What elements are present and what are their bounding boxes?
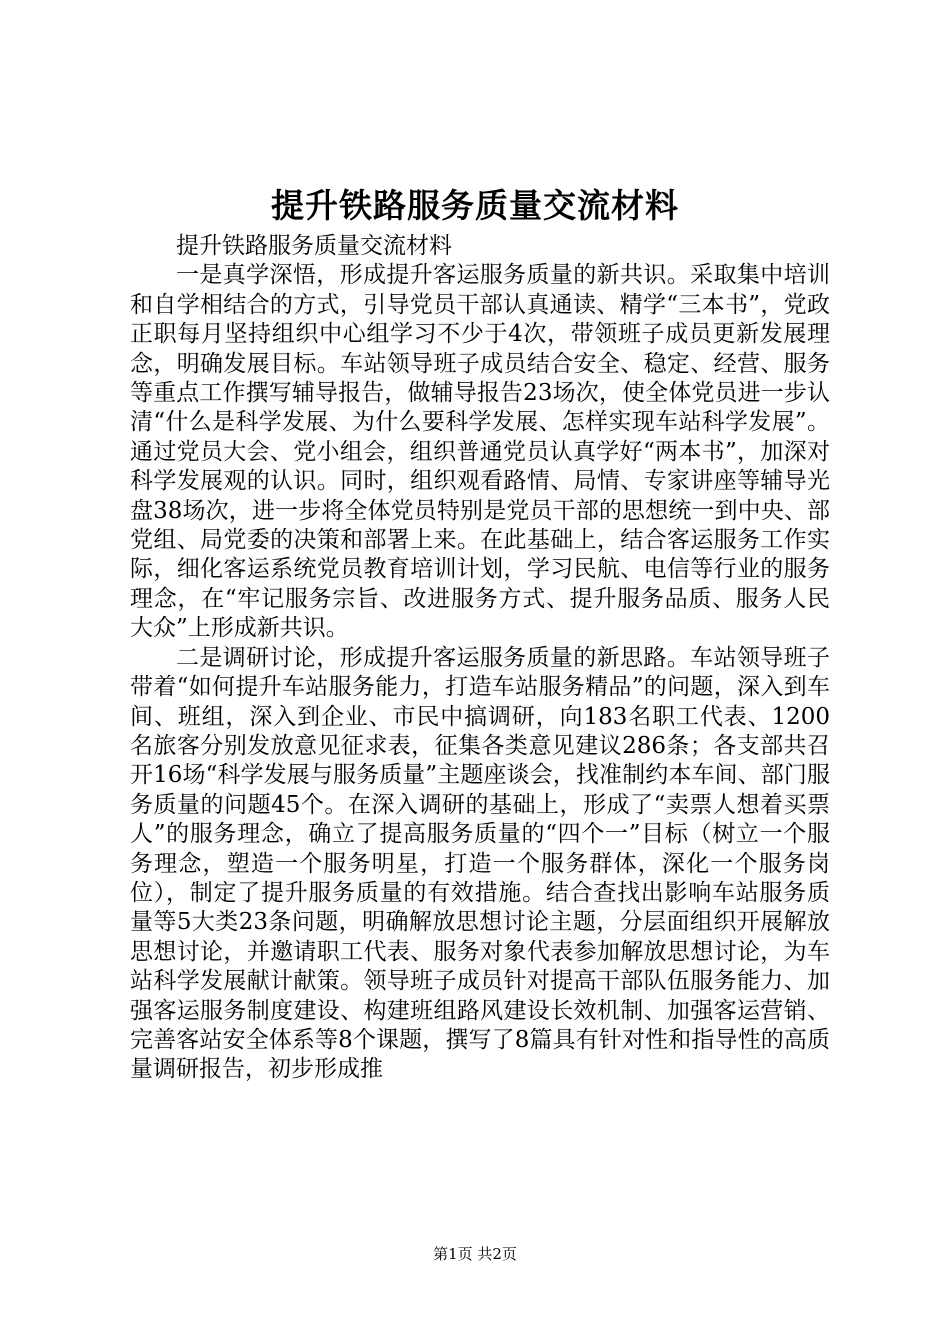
document-body bbox=[130, 232, 830, 1085]
page-footer: 第1页 共2页 bbox=[433, 1245, 517, 1263]
subtitle-paragraph: 提升铁路服务质量交流材料 bbox=[176, 233, 452, 259]
paragraph-two: 二是调研讨论，形成提升客运服务质量的新思路。车站领导班子带着“如何提升车站服务能力，打造车站服务精品”的问题，深入到车间、班组，深入到企业、市民中搞调研，向183名职工代表、1200名旅客分别发放意见征求表，征集各类意见建议286条；各支部共召开16场“科学发展与服务质量”主题座谈会，找准制约本车间、部门服务质量的问题45个。在深入调研的基础上，形成了“卖票人想着买票人”的服务理念，确立了提高服务质量的“四个一”目标（树立一个服务理念，塑造一个服务明星，打造一个服务群体，深化一个服务岗位），制定了提升服务质量的有效措施。结合查找出影响车站服务质量等5大类23条问题，明确解放思想讨论主题，分层面组织开展解放思想讨论，并邀请职工代表、服务对象代表参加解放思想讨论，为车站科学发展献计献策。领导班子成员针对提高干部队伍服务能力、加强客运服务制度建设、构建班组路风建设长效机制、加强客运营销、完善客站安全体系等8个课题，撰写了8篇具有针对性和指导性的高质量调研报告，初步形成推 bbox=[130, 644, 830, 1083]
paragraph-one: 一是真学深悟，形成提升客运服务质量的新共识。采取集中培训和自学相结合的方式，引导党员干部认真通读、精学“三本书”，党政正职每月坚持组织中心组学习不少于4次，带领班子成员更新发展理念，明确发展目标。车站领导班子成员结合安全、稳定、经营、服务等重点工作撰写辅导报告，做辅导报告23场次，使全体党员进一步认清“什么是科学发展、为什么要科学发展、怎样实现车站科学发展”。通过党员大会、党小组会，组织普通党员认真学好“两本书”，加深对科学发展观的认识。同时，组织观看路情、局情、专家讲座等辅导光盘38场次，进一步将全体党员特别是党员干部的思想统一到中央、部党组、局党委的决策和部署上来。在此基础上，结合客运服务工作实际，细化客运系统党员教育培训计划，学习民航、电信等行业的服务理念，在“牢记服务宗旨、改进服务方式、提升服务品质、服务人民大众”上形成新共识。 bbox=[130, 262, 830, 642]
document-title: 提升铁路服务质量交流材料 bbox=[271, 186, 679, 225]
